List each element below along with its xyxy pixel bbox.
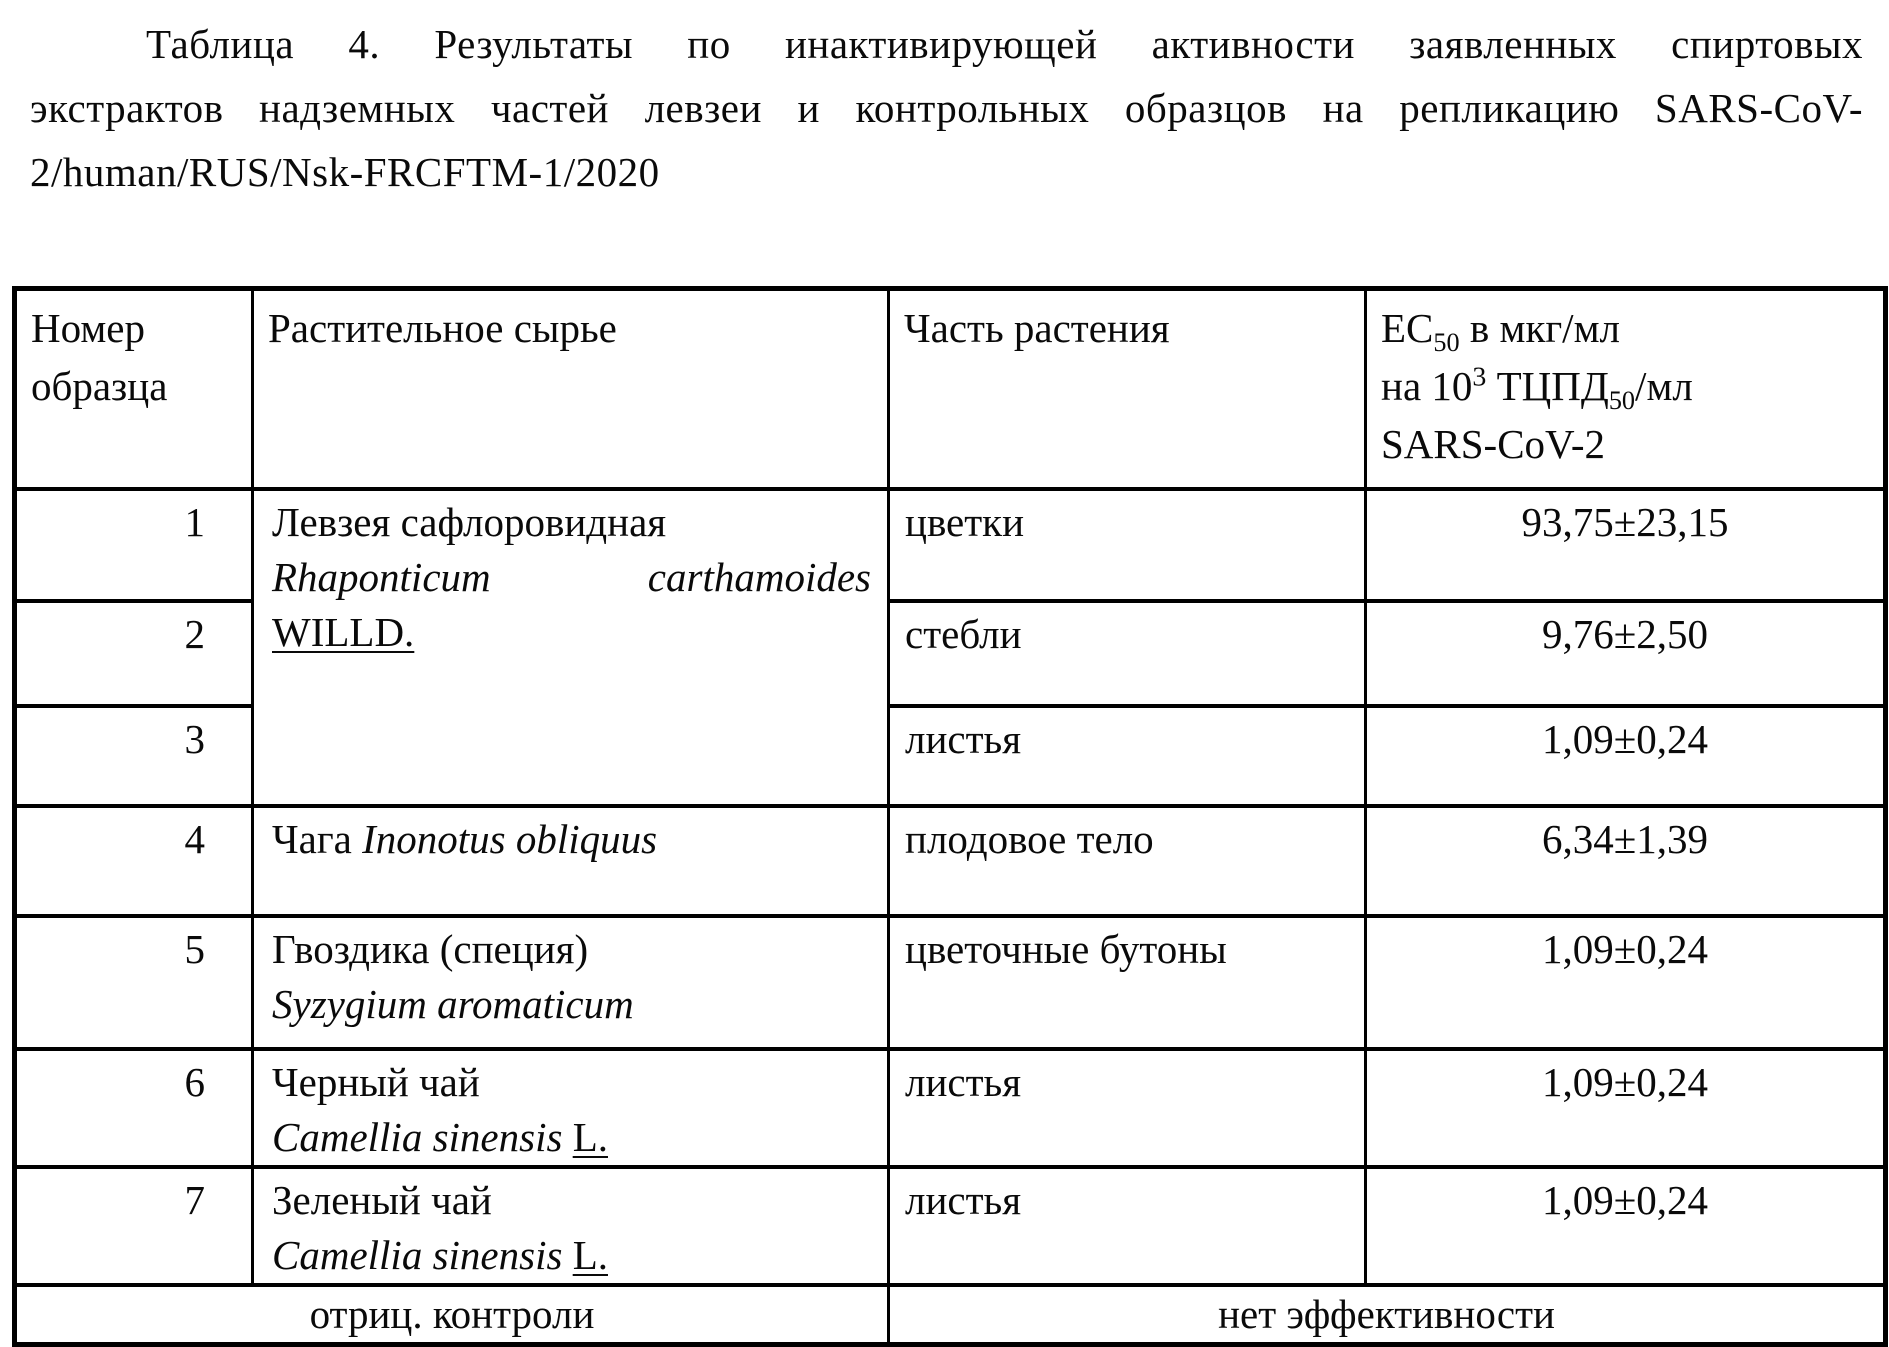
title-line-2: экстрактов надземных частей левзеи и контрольных образцов на репликацию SARS-CoV-	[30, 85, 1863, 131]
plant-latin-line: Camellia sinensis L.	[272, 1113, 608, 1160]
plant-part-cell: листья	[889, 1167, 1366, 1285]
title-line-1: Таблица 4. Результаты по инактивирующей активности заявленных спиртовых	[146, 21, 1863, 67]
table-row	[15, 489, 1886, 601]
ec50-value-cell: 1,09±0,24	[1366, 1167, 1886, 1285]
header-ec50-line-2: на $10^3$ $ТЦПД_{50}/мл$	[1381, 361, 1693, 416]
plant-material-cell-chaga	[253, 806, 889, 916]
sample-number-cell: 2	[15, 601, 253, 706]
ec50-value-cell: 9,76±2,50	[1366, 601, 1886, 706]
plant-latin-name: Rhaponticum carthamoides	[272, 553, 871, 600]
title-line-3: 2/human/RUS/Nsk-FRCFTM-1/2020	[30, 149, 660, 195]
plant-common-name: Гвоздика (специя)	[272, 925, 589, 972]
ec50-value-cell: 1,09±0,24	[1366, 1049, 1886, 1167]
plant-common-name: Левзея сафлоровидная	[272, 498, 667, 545]
header-plant-material: Растительное сырье	[253, 289, 889, 489]
plant-part-cell: цветочные бутоны	[889, 916, 1366, 1049]
header-plant-part: Часть растения	[889, 289, 1366, 489]
negative-controls-cell: отриц. контроли	[15, 1285, 889, 1345]
plant-latin-line: Camellia sinensis L.	[272, 1231, 608, 1278]
plant-material-cell-clove	[253, 916, 889, 1049]
plant-common-name: Зеленый чай	[272, 1176, 492, 1223]
ec50-value-cell: 1,09±0,24	[1366, 916, 1886, 1049]
plant-material-cell-green-tea	[253, 1167, 889, 1285]
header-ec50	[1366, 289, 1886, 489]
ec50-value-cell: 6,34±1,39	[1366, 806, 1886, 916]
plant-authority: WILLD.	[272, 608, 415, 655]
header-sample-number: Номер образца	[15, 289, 253, 489]
table-row	[15, 1167, 1886, 1285]
sample-number-cell: 6	[15, 1049, 253, 1167]
plant-part-cell: стебли	[889, 601, 1366, 706]
no-efficacy-cell: нет эффективности	[889, 1285, 1886, 1345]
table-row	[15, 916, 1886, 1049]
sample-number-cell: 5	[15, 916, 253, 1049]
plant-part-cell: цветки	[889, 489, 1366, 601]
header-ec50-line-1: $EC_{50}$ в мкг/мл	[1381, 305, 1620, 358]
sample-number-cell: 1	[15, 489, 253, 601]
sample-number-cell: 7	[15, 1167, 253, 1285]
plant-material-cell-black-tea	[253, 1049, 889, 1167]
plant-common-name: Черный чай	[272, 1058, 480, 1105]
ec50-value-cell: 93,75±23,15	[1366, 489, 1886, 601]
sample-number-cell: 4	[15, 806, 253, 916]
plant-part-cell: листья	[889, 1049, 1366, 1167]
table-row	[15, 806, 1886, 916]
plant-material-cell-leuzea	[253, 489, 889, 806]
table-footer-row	[15, 1285, 1886, 1345]
ec50-value-cell: 1,09±0,24	[1366, 706, 1886, 806]
header-ec50-line-3: SARS-CoV-2	[1381, 421, 1606, 467]
plant-part-cell: плодовое тело	[889, 806, 1366, 916]
table-row	[15, 1049, 1886, 1167]
sample-number-cell: 3	[15, 706, 253, 806]
plant-latin-name: Syzygium aromaticum	[272, 980, 634, 1027]
table-header-row	[15, 289, 1886, 489]
plant-part-cell: листья	[889, 706, 1366, 806]
document-title	[30, 12, 1863, 204]
plant-name-line: Чага Inonotus obliquus	[272, 815, 658, 862]
results-table	[12, 286, 1888, 1347]
